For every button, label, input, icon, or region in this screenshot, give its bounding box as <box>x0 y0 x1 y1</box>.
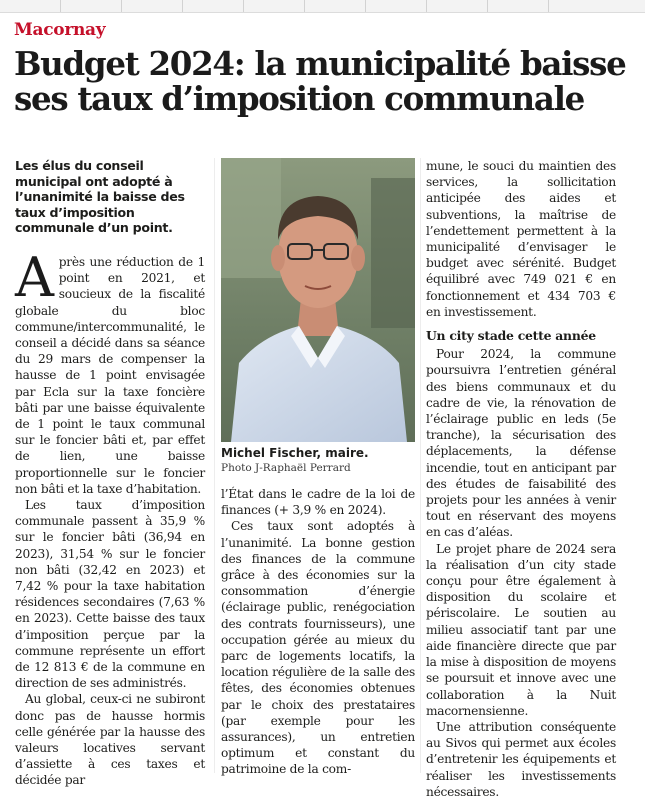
body-paragraph-7: Pour 2024, la commune poursuivra l’entretien général des biens communaux et du cadre de vie, la rénovation de l’éclairage public en leds (5e tranche), la sécurisation des déplacements, la défense incendie, tout en anticipant par des études de faisabilité des projets pour les années à venir tout en réservant des moyens en cas d’aléas. <box>426 347 616 540</box>
drop-cap: A <box>15 245 54 309</box>
caption-credit: Photo J-Raphaël Perrard <box>221 462 351 474</box>
caption-name: Michel Fischer, maire. <box>221 446 369 460</box>
headline-line-2: ses taux d’imposition communale <box>14 79 585 118</box>
subheading: Un city stade cette année <box>426 328 596 344</box>
headline <box>14 46 639 116</box>
portrait-illustration <box>221 158 415 442</box>
column-rule <box>214 158 215 773</box>
body-paragraph-3: Au global, ceux-ci ne subiront donc pas de hausse hormis celle générée par la hausse des valeurs locatives servant d’assiette à ces taxes et décidée par <box>15 692 205 788</box>
column-1 <box>15 158 205 789</box>
column-3 <box>426 158 616 800</box>
body-paragraph-9: Une attribution conséquente au Sivos qui permet aux écoles d’entretenir les équipements et réaliser les investissements nécessaires. <box>426 719 616 799</box>
body-paragraph-8: Le projet phare de 2024 sera la réalisation d’un city stade conçu pour être également à disposition du scolaire et périscolaire. Le soutien au milieu associatif tant par une aide financière directe que par la mise à disposition de moyens se poursuit et innove avec une collaboration à la Nuit macornensienne. <box>426 541 616 718</box>
section-kicker: Macornay <box>14 20 106 40</box>
body-paragraph-1 <box>15 245 205 497</box>
column-rule <box>420 158 421 773</box>
mayor-photo <box>221 158 415 442</box>
headline-line-1: Budget 2024: la municipalité baisse <box>14 44 626 83</box>
body-paragraph-2: Les taux d’imposition communale passent à 35,9 % sur le foncier bâti (36,94 en 2023), 31,54 % sur le foncier non bâti (32,42 en 2023) et 7,42 % pour la taxe habitation résidences secondaires (7,63 % en 2023). Cette baisse des taux d’imposition perçue par la commune représente un effort de 12 813 € de la commune en direction de ses administrés. <box>15 498 205 691</box>
lead-paragraph: Les élus du conseil municipal ont adopté à l’unanimité la baisse des taux d’imposition communale d’un point. <box>15 158 185 236</box>
body-paragraph-4: l’État dans le cadre de la loi de finances (+ 3,9 % en 2024). <box>221 487 415 518</box>
body-paragraph-6: mune, le souci du maintien des services, la sollicitation anticipée des aides et subventions, la maîtrise de l’endettement permettent à la municipalité d’envisager le budget avec sérénité. Budget équilibré avec 749 021 € en fonctionnement et 434 703 € en investissement. <box>426 159 616 319</box>
photo-caption <box>221 446 415 476</box>
column-2 <box>221 486 415 778</box>
body-paragraph-1-text: près une réduction de 1 point en 2021, et soucieux de la fiscalité globale du bloc commune/intercommunalité, le conseil a décidé dans sa séance du 29 mars de compenser la hausse de 1 point envisagée par Ecla sur la taxe foncière bâti par une baisse équivalente de 1 point le taux communal sur le foncier bâti et, par effet de lien, une baisse proportionnelle sur le foncier non bâti et la taxe d’habitation. <box>15 254 205 496</box>
page-top-strip <box>0 0 645 13</box>
body-paragraph-5: Ces taux sont adoptés à l’unanimité. La bonne gestion des finances de la commune grâce à des économies sur la consommation d’énergie (éclairage public, renégociation des contrats fournisseurs), une occupation gérée au mieux du parc de logements locatifs, la location régulière de la salle des fêtes, des économies obtenues par le choix des prestataires (par exemple pour les assurances), un entretien optimum et constant du patrimoine de la com- <box>221 519 415 777</box>
